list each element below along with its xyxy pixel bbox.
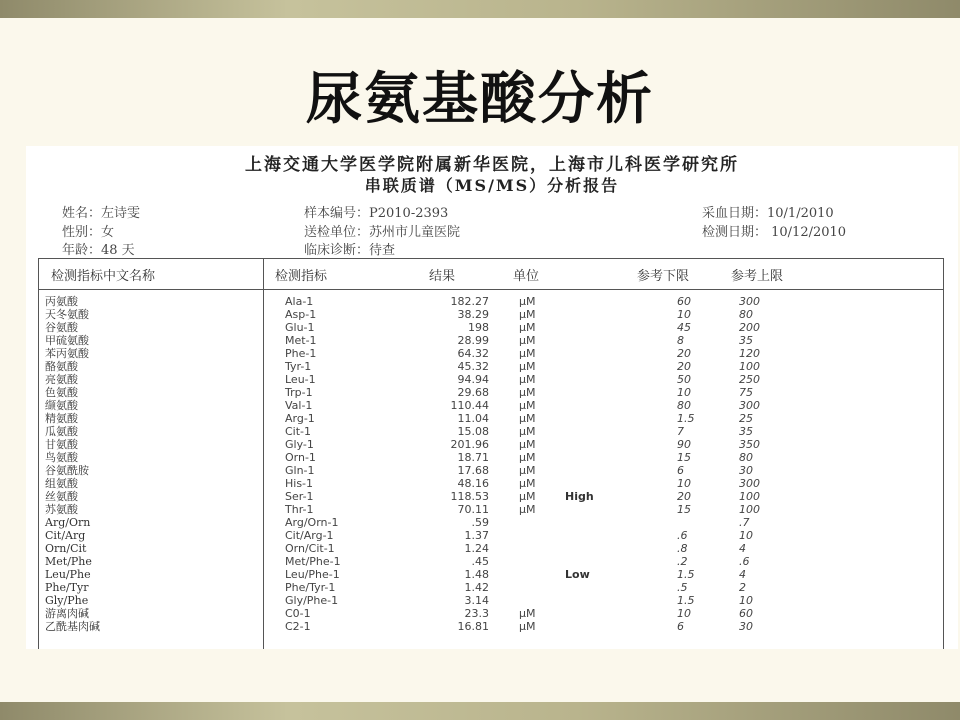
col-header-ref-high: 参考上限 [731, 269, 784, 284]
cell-result: 28.99 [457, 334, 489, 347]
cell-result: 1.24 [464, 542, 489, 555]
cell-code: Orn/Cit-1 [285, 542, 335, 555]
cell-unit: μM [519, 347, 536, 360]
table-row [39, 451, 943, 464]
cell-result: 23.3 [464, 607, 489, 620]
cell-result: 29.68 [457, 386, 489, 399]
cell-result: 16.81 [457, 620, 489, 633]
cell-code: Met-1 [285, 334, 317, 347]
cell-flag: Low [565, 568, 590, 581]
col-header-ref-low: 参考下限 [637, 269, 690, 284]
cell-result: 198 [468, 321, 489, 334]
table-row [39, 399, 943, 412]
cell-high: 30 [739, 620, 753, 633]
cell-code: Tyr-1 [285, 360, 312, 373]
cell-result: 94.94 [457, 373, 489, 386]
cell-code: Phe/Tyr-1 [285, 581, 336, 594]
cell-unit: μM [519, 503, 536, 516]
col-header-unit: 单位 [513, 269, 540, 284]
cell-cn: 酪氨酸 [45, 360, 78, 373]
cell-low: 50 [677, 373, 691, 386]
cell-high: 60 [739, 607, 753, 620]
table-row [39, 516, 943, 529]
cell-high: 2 [739, 581, 746, 594]
cell-cn: Cit/Arg [45, 529, 86, 542]
slide-title: 尿氨基酸分析 [306, 67, 654, 132]
cell-cn: 天冬氨酸 [45, 308, 89, 321]
cell-low: .2 [677, 555, 688, 568]
cell-cn: 鸟氨酸 [45, 451, 78, 464]
table-row [39, 412, 943, 425]
cell-unit: μM [519, 451, 536, 464]
cell-high: 25 [739, 412, 753, 425]
table-row [39, 607, 943, 620]
table-row [39, 568, 943, 581]
cell-unit: μM [519, 607, 536, 620]
top-decorative-band [0, 0, 960, 18]
cell-code: Orn-1 [285, 451, 316, 464]
cell-low: 10 [677, 386, 691, 399]
cell-high: 4 [739, 542, 746, 555]
cell-result: 48.16 [457, 477, 489, 490]
table-row [39, 438, 943, 451]
table-row [39, 321, 943, 334]
report-title: 串联质谱（MS/MS）分析报告 [364, 176, 620, 195]
cell-code: Gly/Phe-1 [285, 594, 339, 607]
cell-unit: μM [519, 321, 536, 334]
results-table [38, 258, 944, 649]
cell-unit: μM [519, 490, 536, 503]
cell-unit: μM [519, 386, 536, 399]
cell-high: 10 [739, 529, 753, 542]
cell-cn: Gly/Phe [45, 594, 89, 607]
table-row [39, 594, 943, 607]
cell-unit: μM [519, 334, 536, 347]
cell-unit: μM [519, 412, 536, 425]
table-row [39, 334, 943, 347]
cell-code: C0-1 [285, 607, 311, 620]
sending-unit: 送检单位：苏州市儿童医院 [304, 225, 461, 240]
cell-low: 6 [677, 464, 684, 477]
cell-result: 18.71 [457, 451, 489, 464]
cell-high: 80 [739, 308, 753, 321]
patient-sex: 性别：女 [62, 225, 115, 240]
cell-result: 110.44 [450, 399, 489, 412]
cell-code: Leu/Phe-1 [285, 568, 340, 581]
cell-low: 6 [677, 620, 684, 633]
cell-result: 1.42 [464, 581, 489, 594]
cell-high: 350 [739, 438, 760, 451]
table-row [39, 308, 943, 321]
cell-low: 20 [677, 347, 691, 360]
cell-code: Ala-1 [285, 295, 314, 308]
cell-high: 10 [739, 594, 753, 607]
cell-cn: 游离肉碱 [45, 607, 89, 620]
cell-code: Glu-1 [285, 321, 315, 334]
cell-high: 300 [739, 295, 760, 308]
cell-code: Gly-1 [285, 438, 314, 451]
cell-unit: μM [519, 295, 536, 308]
blood-collection-date: 采血日期：10/1/2010 [702, 206, 834, 221]
cell-high: 100 [739, 503, 760, 516]
table-row [39, 542, 943, 555]
cell-low: .5 [677, 581, 688, 594]
cell-result: 17.68 [457, 464, 489, 477]
cell-result: 3.14 [464, 594, 489, 607]
table-row [39, 490, 943, 503]
cell-low: 8 [677, 334, 684, 347]
cell-cn: 苯丙氨酸 [45, 347, 89, 360]
table-row [39, 620, 943, 633]
cell-code: Leu-1 [285, 373, 316, 386]
cell-cn: 谷氨酰胺 [45, 464, 89, 477]
cell-low: .6 [677, 529, 688, 542]
cell-low: 20 [677, 360, 691, 373]
cell-result: .59 [471, 516, 489, 529]
cell-result: 70.11 [457, 503, 489, 516]
bottom-decorative-band [0, 702, 960, 720]
cell-result: 182.27 [450, 295, 489, 308]
cell-high: 30 [739, 464, 753, 477]
cell-cn: 丝氨酸 [45, 490, 78, 503]
cell-code: Asp-1 [285, 308, 317, 321]
cell-cn: Orn/Cit [45, 542, 87, 555]
cell-low: 1.5 [677, 412, 695, 425]
cell-unit: μM [519, 360, 536, 373]
cell-result: 45.32 [457, 360, 489, 373]
scanned-report [26, 146, 958, 649]
cell-unit: μM [519, 438, 536, 451]
cell-cn: Met/Phe [45, 555, 92, 568]
cell-high: 120 [739, 347, 760, 360]
cell-unit: μM [519, 620, 536, 633]
cell-low: 15 [677, 451, 691, 464]
cell-code: Cit/Arg-1 [285, 529, 334, 542]
table-row [39, 295, 943, 308]
cell-unit: μM [519, 425, 536, 438]
cell-code: Thr-1 [285, 503, 314, 516]
table-row [39, 581, 943, 594]
cell-code: C2-1 [285, 620, 311, 633]
table-row [39, 477, 943, 490]
cell-result: 1.37 [464, 529, 489, 542]
cell-cn: 乙酰基肉碱 [45, 620, 100, 633]
table-row [39, 503, 943, 516]
cell-code: Ser-1 [285, 490, 314, 503]
cell-cn: 亮氨酸 [45, 373, 78, 386]
cell-high: 35 [739, 334, 753, 347]
cell-unit: μM [519, 477, 536, 490]
cell-low: 1.5 [677, 594, 695, 607]
cell-code: Arg/Orn-1 [285, 516, 339, 529]
cell-low: 10 [677, 308, 691, 321]
cell-unit: μM [519, 308, 536, 321]
cell-unit: μM [519, 399, 536, 412]
cell-code: Val-1 [285, 399, 313, 412]
cell-low: 45 [677, 321, 691, 334]
patient-name: 姓名：左诗雯 [62, 206, 141, 221]
cell-low: 90 [677, 438, 691, 451]
cell-code: Trp-1 [285, 386, 313, 399]
test-date: 检测日期： 10/12/2010 [702, 225, 847, 240]
cell-code: Gln-1 [285, 464, 315, 477]
col-header-cn-name: 检测指标中文名称 [51, 269, 156, 284]
cell-cn: Phe/Tyr [45, 581, 89, 594]
cell-cn: 甲硫氨酸 [45, 334, 89, 347]
cell-cn: Arg/Orn [45, 516, 91, 529]
cell-code: Phe-1 [285, 347, 317, 360]
cell-cn: 瓜氨酸 [45, 425, 78, 438]
cell-cn: 色氨酸 [45, 386, 78, 399]
cell-high: 4 [739, 568, 746, 581]
cell-result: 38.29 [457, 308, 489, 321]
cell-high: 35 [739, 425, 753, 438]
cell-low: 1.5 [677, 568, 695, 581]
cell-result: 64.32 [457, 347, 489, 360]
cell-cn: 甘氨酸 [45, 438, 78, 451]
cell-high: 100 [739, 360, 760, 373]
cell-flag: High [565, 490, 594, 503]
patient-age: 年龄：48 天 [62, 243, 135, 258]
cell-low: 15 [677, 503, 691, 516]
sample-number: 样本编号：P2010-2393 [304, 206, 449, 221]
cell-high: 250 [739, 373, 760, 386]
cell-code: Arg-1 [285, 412, 315, 425]
cell-high: 80 [739, 451, 753, 464]
cell-low: .8 [677, 542, 688, 555]
cell-low: 60 [677, 295, 691, 308]
table-row [39, 386, 943, 399]
cell-high: 100 [739, 490, 760, 503]
cell-low: 7 [677, 425, 684, 438]
cell-cn: 苏氨酸 [45, 503, 78, 516]
cell-code: Met/Phe-1 [285, 555, 341, 568]
cell-result: .45 [471, 555, 489, 568]
col-header-code: 检测指标 [275, 269, 328, 284]
cell-low: 10 [677, 477, 691, 490]
cell-high: 75 [739, 386, 753, 399]
cell-cn: 组氨酸 [45, 477, 78, 490]
table-row [39, 529, 943, 542]
cell-cn: 丙氨酸 [45, 295, 78, 308]
table-row [39, 464, 943, 477]
cell-low: 10 [677, 607, 691, 620]
cell-result: 11.04 [457, 412, 489, 425]
cell-high: 200 [739, 321, 760, 334]
institution-name: 上海交通大学医学院附属新华医院，上海市儿科医学研究所 [245, 155, 739, 175]
cell-high: 300 [739, 477, 760, 490]
col-header-result: 结果 [429, 269, 456, 284]
cell-low: 20 [677, 490, 691, 503]
cell-high: 300 [739, 399, 760, 412]
table-row [39, 555, 943, 568]
cell-unit: μM [519, 464, 536, 477]
cell-code: Cit-1 [285, 425, 312, 438]
cell-result: 118.53 [450, 490, 489, 503]
cell-result: 201.96 [450, 438, 489, 451]
table-row [39, 425, 943, 438]
cell-low: 80 [677, 399, 691, 412]
table-row [39, 347, 943, 360]
cell-cn: Leu/Phe [45, 568, 91, 581]
cell-high: .6 [739, 555, 750, 568]
table-row [39, 360, 943, 373]
header-divider [39, 289, 943, 290]
cell-code: His-1 [285, 477, 314, 490]
cell-cn: 谷氨酸 [45, 321, 78, 334]
cell-high: .7 [739, 516, 750, 529]
cell-result: 15.08 [457, 425, 489, 438]
cell-unit: μM [519, 373, 536, 386]
clinical-diagnosis: 临床诊断：待查 [304, 243, 396, 258]
cell-cn: 缬氨酸 [45, 399, 78, 412]
cell-cn: 精氨酸 [45, 412, 78, 425]
cell-result: 1.48 [464, 568, 489, 581]
table-row [39, 373, 943, 386]
